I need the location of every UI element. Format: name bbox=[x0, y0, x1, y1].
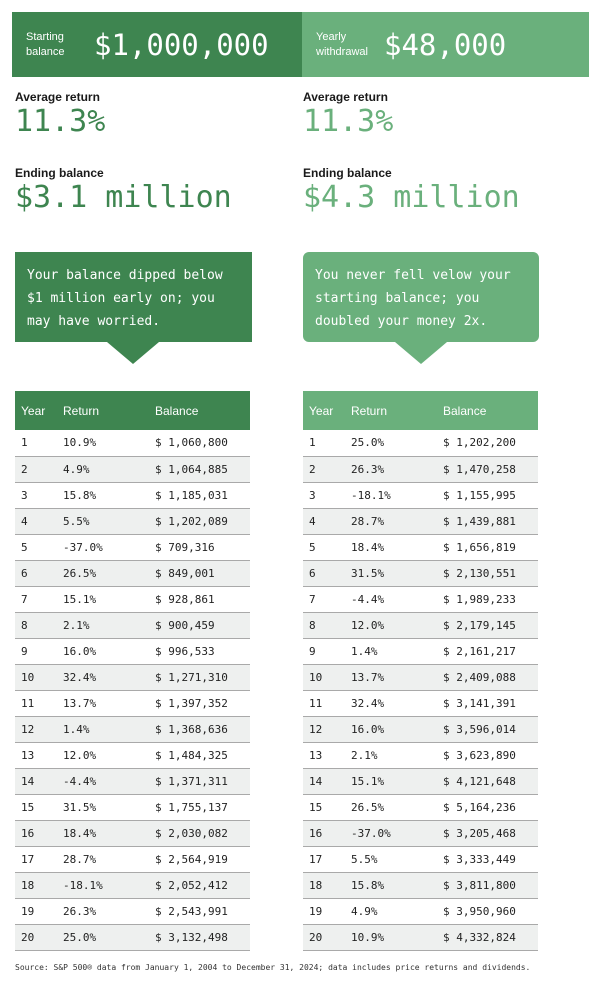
right-ending-balance-value: $4.3 million bbox=[303, 180, 520, 215]
year-cell: 6 bbox=[303, 560, 351, 586]
right-average-return-value: 11.3% bbox=[303, 104, 394, 139]
year-cell: 5 bbox=[303, 534, 351, 560]
right-average-return-label: Average return bbox=[303, 90, 388, 104]
balance-cell: $ 1,371,311 bbox=[155, 768, 250, 794]
return-column-header: Return bbox=[351, 391, 443, 430]
balance-column-header: Balance bbox=[443, 391, 538, 430]
year-cell: 13 bbox=[303, 742, 351, 768]
table-row bbox=[303, 638, 538, 664]
table-row bbox=[303, 508, 538, 534]
balance-cell: $ 1,202,200 bbox=[443, 430, 538, 456]
year-cell: 13 bbox=[15, 742, 63, 768]
table-row bbox=[15, 586, 250, 612]
balance-cell: $ 1,064,885 bbox=[155, 456, 250, 482]
balance-cell: $ 1,989,233 bbox=[443, 586, 538, 612]
return-cell: 26.3% bbox=[351, 456, 443, 482]
return-cell: 31.5% bbox=[63, 794, 155, 820]
year-column-header: Year bbox=[15, 391, 63, 430]
year-cell: 14 bbox=[303, 768, 351, 794]
year-cell: 3 bbox=[303, 482, 351, 508]
table-row bbox=[303, 586, 538, 612]
right-callout-pointer bbox=[395, 342, 447, 364]
year-cell: 9 bbox=[15, 638, 63, 664]
table-row bbox=[15, 638, 250, 664]
year-cell: 10 bbox=[303, 664, 351, 690]
return-cell: 4.9% bbox=[63, 456, 155, 482]
return-cell: 2.1% bbox=[63, 612, 155, 638]
source-footnote: Source: S&P 500® data from January 1, 2004 to December 31, 2024; data includes price returns and dividends. bbox=[15, 963, 531, 972]
return-cell: 13.7% bbox=[351, 664, 443, 690]
table-row bbox=[15, 430, 250, 456]
table-row bbox=[15, 664, 250, 690]
return-cell: -4.4% bbox=[351, 586, 443, 612]
starting-balance-label-line2: balance bbox=[26, 45, 65, 58]
return-cell: 1.4% bbox=[63, 716, 155, 742]
table-row bbox=[15, 716, 250, 742]
balance-cell: $ 3,623,890 bbox=[443, 742, 538, 768]
balance-cell: $ 900,459 bbox=[155, 612, 250, 638]
return-column-header: Return bbox=[63, 391, 155, 430]
return-cell: -4.4% bbox=[63, 768, 155, 794]
table-row bbox=[15, 898, 250, 924]
year-cell: 20 bbox=[15, 924, 63, 950]
table-row bbox=[15, 560, 250, 586]
balance-cell: $ 2,543,991 bbox=[155, 898, 250, 924]
balance-cell: $ 2,179,145 bbox=[443, 612, 538, 638]
return-cell: 25.0% bbox=[63, 924, 155, 950]
return-cell: 18.4% bbox=[351, 534, 443, 560]
table-row bbox=[15, 456, 250, 482]
return-cell: 15.1% bbox=[351, 768, 443, 794]
starting-balance-banner bbox=[12, 12, 302, 77]
yearly-withdrawal-banner bbox=[302, 12, 589, 77]
table-row bbox=[15, 794, 250, 820]
balance-cell: $ 2,030,082 bbox=[155, 820, 250, 846]
return-cell: 26.5% bbox=[63, 560, 155, 586]
return-cell: 10.9% bbox=[63, 430, 155, 456]
year-cell: 12 bbox=[15, 716, 63, 742]
balance-cell: $ 1,439,881 bbox=[443, 508, 538, 534]
year-cell: 17 bbox=[15, 846, 63, 872]
table-row bbox=[303, 534, 538, 560]
table-row bbox=[303, 612, 538, 638]
balance-cell: $ 3,205,468 bbox=[443, 820, 538, 846]
year-cell: 19 bbox=[303, 898, 351, 924]
table-row bbox=[303, 716, 538, 742]
year-cell: 6 bbox=[15, 560, 63, 586]
year-cell: 17 bbox=[303, 846, 351, 872]
table-row bbox=[303, 690, 538, 716]
year-cell: 15 bbox=[303, 794, 351, 820]
balance-cell: $ 5,164,236 bbox=[443, 794, 538, 820]
year-cell: 7 bbox=[303, 586, 351, 612]
balance-cell: $ 1,060,800 bbox=[155, 430, 250, 456]
return-cell: 18.4% bbox=[63, 820, 155, 846]
balance-cell: $ 3,132,498 bbox=[155, 924, 250, 950]
balance-cell: $ 1,397,352 bbox=[155, 690, 250, 716]
balance-cell: $ 849,001 bbox=[155, 560, 250, 586]
year-cell: 20 bbox=[303, 924, 351, 950]
starting-balance-label-line1: Starting bbox=[26, 30, 64, 43]
balance-cell: $ 1,484,325 bbox=[155, 742, 250, 768]
table-row bbox=[15, 768, 250, 794]
return-cell: -37.0% bbox=[63, 534, 155, 560]
table-row bbox=[303, 664, 538, 690]
year-cell: 12 bbox=[303, 716, 351, 742]
table-row bbox=[303, 846, 538, 872]
right-table-body bbox=[303, 430, 538, 950]
return-cell: -18.1% bbox=[63, 872, 155, 898]
table-row bbox=[303, 430, 538, 456]
return-cell: 4.9% bbox=[351, 898, 443, 924]
balance-cell: $ 1,470,258 bbox=[443, 456, 538, 482]
table-row bbox=[303, 456, 538, 482]
table-row bbox=[15, 846, 250, 872]
balance-cell: $ 1,202,089 bbox=[155, 508, 250, 534]
year-cell: 15 bbox=[15, 794, 63, 820]
table-row bbox=[303, 820, 538, 846]
table-row bbox=[303, 560, 538, 586]
yearly-withdrawal-label-line1: Yearly bbox=[316, 30, 347, 43]
year-cell: 5 bbox=[15, 534, 63, 560]
return-cell: 15.1% bbox=[63, 586, 155, 612]
left-returns-table bbox=[15, 391, 250, 951]
year-cell: 2 bbox=[15, 456, 63, 482]
balance-cell: $ 3,333,449 bbox=[443, 846, 538, 872]
year-cell: 3 bbox=[15, 482, 63, 508]
year-cell: 18 bbox=[303, 872, 351, 898]
return-cell: 16.0% bbox=[63, 638, 155, 664]
year-cell: 16 bbox=[15, 820, 63, 846]
left-average-return-label: Average return bbox=[15, 90, 100, 104]
table-row bbox=[303, 898, 538, 924]
year-cell: 7 bbox=[15, 586, 63, 612]
year-cell: 11 bbox=[15, 690, 63, 716]
balance-cell: $ 4,121,648 bbox=[443, 768, 538, 794]
year-cell: 16 bbox=[303, 820, 351, 846]
left-average-return-value: 11.3% bbox=[15, 104, 106, 139]
return-cell: 15.8% bbox=[63, 482, 155, 508]
return-cell: -18.1% bbox=[351, 482, 443, 508]
balance-cell: $ 3,811,800 bbox=[443, 872, 538, 898]
return-cell: 5.5% bbox=[63, 508, 155, 534]
starting-balance-label bbox=[26, 30, 88, 60]
balance-cell: $ 1,755,137 bbox=[155, 794, 250, 820]
right-callout bbox=[303, 252, 539, 342]
yearly-withdrawal-label bbox=[316, 30, 378, 60]
return-cell: 13.7% bbox=[63, 690, 155, 716]
year-cell: 18 bbox=[15, 872, 63, 898]
year-cell: 9 bbox=[303, 638, 351, 664]
table-row bbox=[303, 794, 538, 820]
return-cell: 15.8% bbox=[351, 872, 443, 898]
return-cell: 26.5% bbox=[351, 794, 443, 820]
balance-cell: $ 2,052,412 bbox=[155, 872, 250, 898]
table-row bbox=[15, 872, 250, 898]
year-cell: 1 bbox=[15, 430, 63, 456]
table-row bbox=[303, 742, 538, 768]
table-row bbox=[15, 924, 250, 950]
balance-cell: $ 709,316 bbox=[155, 534, 250, 560]
table-row bbox=[15, 820, 250, 846]
balance-cell: $ 2,161,217 bbox=[443, 638, 538, 664]
year-cell: 11 bbox=[303, 690, 351, 716]
return-cell: 5.5% bbox=[351, 846, 443, 872]
yearly-withdrawal-value: $48,000 bbox=[384, 27, 507, 62]
return-cell: 2.1% bbox=[351, 742, 443, 768]
left-ending-balance-label: Ending balance bbox=[15, 166, 104, 180]
balance-cell: $ 1,271,310 bbox=[155, 664, 250, 690]
right-callout-text: You never fell velow your starting balance; you doubled your money 2x. bbox=[315, 268, 511, 329]
return-cell: -37.0% bbox=[351, 820, 443, 846]
return-cell: 25.0% bbox=[351, 430, 443, 456]
balance-cell: $ 996,533 bbox=[155, 638, 250, 664]
balance-column-header: Balance bbox=[155, 391, 250, 430]
year-cell: 14 bbox=[15, 768, 63, 794]
table-row bbox=[15, 690, 250, 716]
return-cell: 10.9% bbox=[351, 924, 443, 950]
yearly-withdrawal-label-line2: withdrawal bbox=[316, 45, 368, 58]
year-cell: 4 bbox=[15, 508, 63, 534]
return-cell: 12.0% bbox=[351, 612, 443, 638]
left-callout-text: Your balance dipped below $1 million early on; you may have worried. bbox=[27, 268, 223, 329]
balance-cell: $ 3,596,014 bbox=[443, 716, 538, 742]
right-table-header-row bbox=[303, 391, 538, 430]
balance-cell: $ 2,130,551 bbox=[443, 560, 538, 586]
balance-cell: $ 1,368,636 bbox=[155, 716, 250, 742]
year-column-header: Year bbox=[303, 391, 351, 430]
table-row bbox=[15, 508, 250, 534]
return-cell: 28.7% bbox=[351, 508, 443, 534]
return-cell: 31.5% bbox=[351, 560, 443, 586]
table-row bbox=[15, 534, 250, 560]
year-cell: 19 bbox=[15, 898, 63, 924]
balance-cell: $ 928,861 bbox=[155, 586, 250, 612]
table-row bbox=[15, 482, 250, 508]
year-cell: 1 bbox=[303, 430, 351, 456]
balance-cell: $ 1,155,995 bbox=[443, 482, 538, 508]
left-table-header-row bbox=[15, 391, 250, 430]
return-cell: 28.7% bbox=[63, 846, 155, 872]
table-row bbox=[15, 742, 250, 768]
balance-cell: $ 3,950,960 bbox=[443, 898, 538, 924]
table-row bbox=[15, 612, 250, 638]
year-cell: 8 bbox=[303, 612, 351, 638]
return-cell: 26.3% bbox=[63, 898, 155, 924]
return-cell: 32.4% bbox=[351, 690, 443, 716]
return-cell: 12.0% bbox=[63, 742, 155, 768]
table-row bbox=[303, 872, 538, 898]
balance-cell: $ 2,409,088 bbox=[443, 664, 538, 690]
table-row bbox=[303, 768, 538, 794]
balance-cell: $ 1,656,819 bbox=[443, 534, 538, 560]
balance-cell: $ 2,564,919 bbox=[155, 846, 250, 872]
left-table-body bbox=[15, 430, 250, 950]
year-cell: 10 bbox=[15, 664, 63, 690]
right-ending-balance-label: Ending balance bbox=[303, 166, 392, 180]
year-cell: 4 bbox=[303, 508, 351, 534]
table-row bbox=[303, 482, 538, 508]
left-callout bbox=[15, 252, 252, 342]
left-ending-balance-value: $3.1 million bbox=[15, 180, 232, 215]
return-cell: 32.4% bbox=[63, 664, 155, 690]
balance-cell: $ 4,332,824 bbox=[443, 924, 538, 950]
starting-balance-value: $1,000,000 bbox=[94, 27, 269, 62]
return-cell: 1.4% bbox=[351, 638, 443, 664]
right-returns-table bbox=[303, 391, 538, 951]
year-cell: 8 bbox=[15, 612, 63, 638]
year-cell: 2 bbox=[303, 456, 351, 482]
balance-cell: $ 1,185,031 bbox=[155, 482, 250, 508]
balance-cell: $ 3,141,391 bbox=[443, 690, 538, 716]
table-row bbox=[303, 924, 538, 950]
left-callout-pointer bbox=[107, 342, 159, 364]
return-cell: 16.0% bbox=[351, 716, 443, 742]
